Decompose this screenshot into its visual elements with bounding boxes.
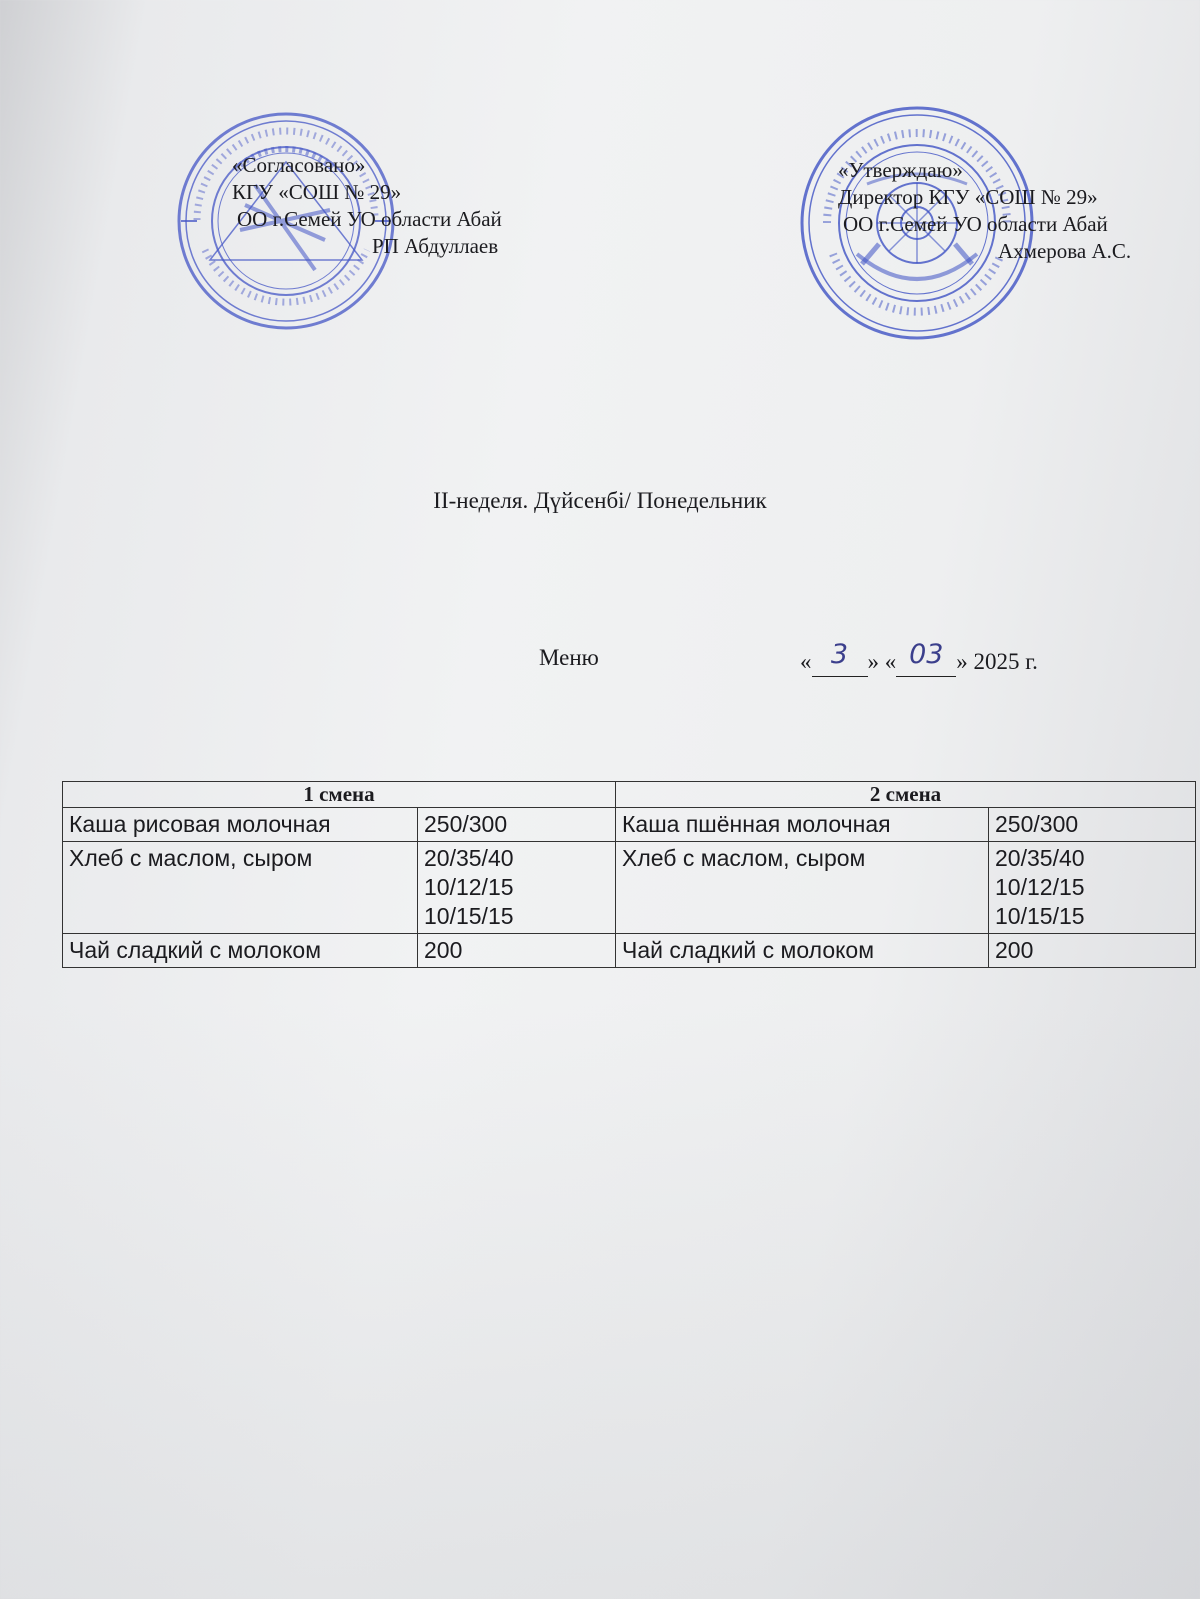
qty-value: 20/35/40	[995, 845, 1085, 871]
shift1-dish: Хлеб с маслом, сыром	[63, 842, 418, 934]
qty-value: 200	[995, 937, 1034, 963]
menu-date: « 3 » « 03 » 2025 г.	[800, 645, 1038, 677]
handwritten-day: 3	[830, 639, 849, 670]
table-header-row	[63, 782, 1196, 808]
menu-table	[62, 781, 1196, 968]
table-row	[63, 934, 1196, 968]
qty-value: 10/12/15	[995, 874, 1085, 900]
shift1-dish: Чай сладкий с молоком	[63, 934, 418, 968]
approval-left-line3: ОО г.Семей УО области Абай	[237, 207, 502, 231]
shift2-header: 2 смена	[616, 782, 1196, 808]
table-row	[63, 808, 1196, 842]
menu-label: Меню	[539, 645, 599, 670]
qty-value: 10/12/15	[424, 874, 514, 900]
approval-left-line2: КГУ «СОШ № 29»	[232, 180, 402, 204]
shift2-qty	[989, 808, 1196, 842]
shift1-qty	[418, 808, 616, 842]
day-blank	[812, 639, 868, 677]
paper-shadow	[0, 1000, 1200, 1599]
shift1-dish: Каша рисовая молочная	[63, 808, 418, 842]
approval-right-line3: ОО г.Семей УО области Абай	[843, 212, 1108, 236]
qty-value: 250/300	[995, 811, 1079, 837]
table-row	[63, 842, 1196, 934]
approval-block-right	[838, 157, 1132, 265]
menu-year: 2025 г.	[973, 649, 1038, 674]
shift2-dish: Каша пшённая молочная	[616, 808, 989, 842]
shift2-qty	[989, 934, 1196, 968]
shift1-qty	[418, 842, 616, 934]
qty-value: 200	[424, 937, 463, 963]
shift1-qty	[418, 934, 616, 968]
handwritten-month: 03	[909, 639, 944, 670]
shift2-dish: Чай сладкий с молоком	[616, 934, 989, 968]
qty-value: 10/15/15	[424, 903, 514, 929]
approval-left-line4: РП Абдуллаев	[372, 234, 499, 258]
qty-value: 20/35/40	[424, 845, 514, 871]
qty-value: 250/300	[424, 811, 508, 837]
approval-left-line1: «Согласовано»	[232, 153, 366, 177]
qty-value: 10/15/15	[995, 903, 1085, 929]
month-blank	[896, 639, 956, 677]
shift1-header: 1 смена	[63, 782, 616, 808]
approval-right-line2: Директор КГУ «СОШ № 29»	[838, 185, 1098, 209]
approval-block-left	[232, 152, 502, 260]
approval-right-line4: Ахмерова А.С.	[998, 239, 1132, 263]
approval-right-line1: «Утверждаю»	[838, 158, 963, 182]
shift2-qty	[989, 842, 1196, 934]
week-day-title: II-неделя. Дүйсенбі/ Понедельник	[433, 488, 767, 513]
shift2-dish: Хлеб с маслом, сыром	[616, 842, 989, 934]
